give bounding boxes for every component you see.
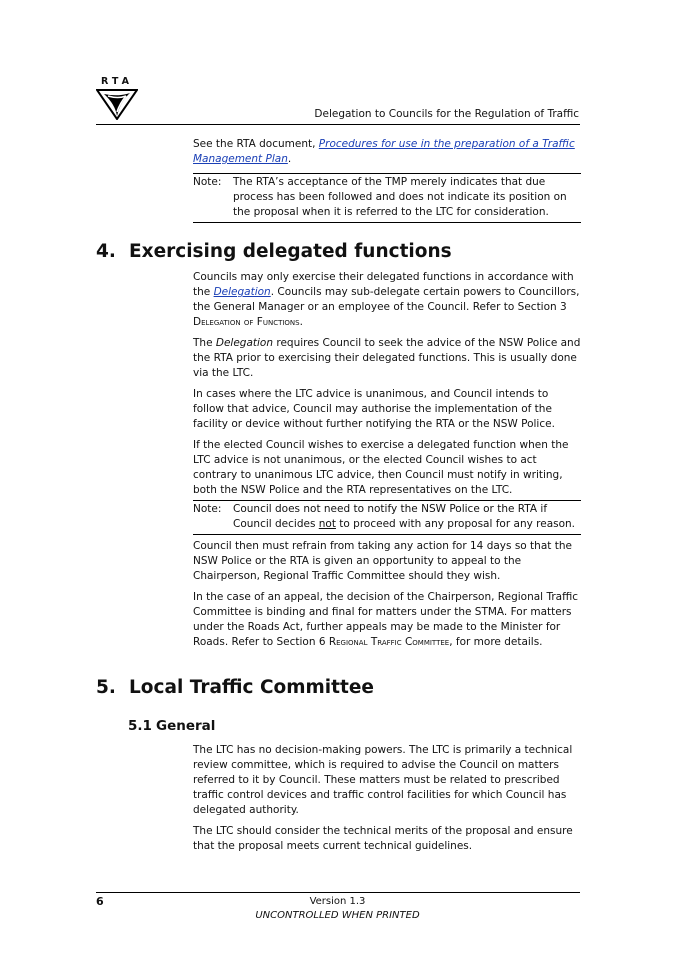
note-label: Note: (193, 503, 222, 515)
page-number: 6 (96, 895, 104, 908)
delegation-link[interactable]: Delegation (213, 286, 271, 298)
section-3-reference: Delegation of Functions (193, 316, 300, 328)
note-label: Note: (193, 176, 222, 188)
section-5-number: 5. (96, 677, 116, 698)
s5-paragraph-2: The LTC should consider the technical merits of the proposal and ensure that the proposal meets current technical guidelines. (193, 825, 573, 852)
s4-paragraph-5: Council then must refrain from taking any action for 14 days so that the NSW Police or the RTA is given an opportunity to appeal to the Chairperson, Regional Traffic Committee should they wish. (193, 540, 572, 582)
note-text: The RTA’s acceptance of the TMP merely indicates that due process has been followed and does not indicate its position on the proposal when it is referred to the LTC for consideration. (233, 176, 567, 218)
header-divider (96, 124, 580, 125)
section-5-1-heading (128, 718, 215, 734)
logo-text: RTA (101, 76, 133, 87)
section-6-reference: Regional Traffic Committee (328, 636, 450, 648)
rta-logo (94, 78, 140, 122)
section-5-1-title: General (156, 718, 216, 734)
notify-note-box (193, 500, 581, 535)
version-label: Version 1.3 (309, 896, 366, 907)
section-4-number: 4. (96, 241, 116, 262)
section-5-title: Local Traffic Committee (129, 677, 374, 698)
section-4-heading (96, 241, 452, 262)
header-title: Delegation to Councils for the Regulation of Traffic (314, 108, 579, 120)
s5-paragraph-1: The LTC has no decision-making powers. The LTC is primarily a technical review committee, which is required to advise the Council on matters referred to it by Council. These matters must be related to prescribed traffic control devices and traffic control facilities for which Council has delegated authority. (193, 744, 573, 816)
tmp-procedures-link[interactable]: Procedures for use in the preparation of a Traffic Management Plan (193, 138, 575, 165)
section-4-title: Exercising delegated functions (129, 241, 452, 262)
tmp-note-box (193, 173, 581, 223)
s4-paragraph-4: If the elected Council wishes to exercise a delegated function when the LTC advice is not unanimous, or the elected Council wishes to act contrary to unanimous LTC advice, then Council must notify in writing, both the NSW Police and the RTA representatives on the LTC. (193, 439, 569, 496)
section-4-body-continued (193, 539, 581, 650)
s4-paragraph-2: The Delegation requires Council to seek the advice of the NSW Police and the RTA prior to exercising their delegated functions. This is usually done via the LTC. (193, 337, 581, 379)
rta-logo-mark-icon (96, 88, 138, 120)
note-text: Council does not need to notify the NSW Police or the RTA if Council decides not to proceed with any proposal for any reason. (233, 503, 576, 530)
section-5-heading (96, 677, 374, 698)
section-4-body (193, 270, 581, 498)
see-suffix: . (287, 153, 292, 165)
s4-paragraph-3: In cases where the LTC advice is unanimous, and Council intends to follow that advice, Council may authorise the implementation of the facility or device without further notifying the RTA or the NSW Police. (193, 388, 555, 430)
uncontrolled-label: UNCONTROLLED WHEN PRINTED (255, 910, 420, 921)
section-5-1-number: 5.1 (128, 718, 152, 734)
footer-divider (96, 892, 580, 893)
s4-paragraph-1: Councils may only exercise their delegated functions in accordance with the Delegation. Councils may sub-delegate certain powers to Councillors, the General Manager or an employee of the Council. Refer to Section 3 Delegation of Functions. (193, 271, 580, 328)
see-document-paragraph (193, 137, 581, 167)
section-5-1-body (193, 743, 581, 854)
see-prefix: See the RTA document, (193, 138, 319, 150)
s4-paragraph-6: In the case of an appeal, the decision of the Chairperson, Regional Traffic Committee is binding and final for matters under the STMA. For matters under the Roads Act, further appeals may be made to the Minister for Roads. Refer to Section 6 Regional Traffic Committee, for more details. (193, 591, 578, 648)
